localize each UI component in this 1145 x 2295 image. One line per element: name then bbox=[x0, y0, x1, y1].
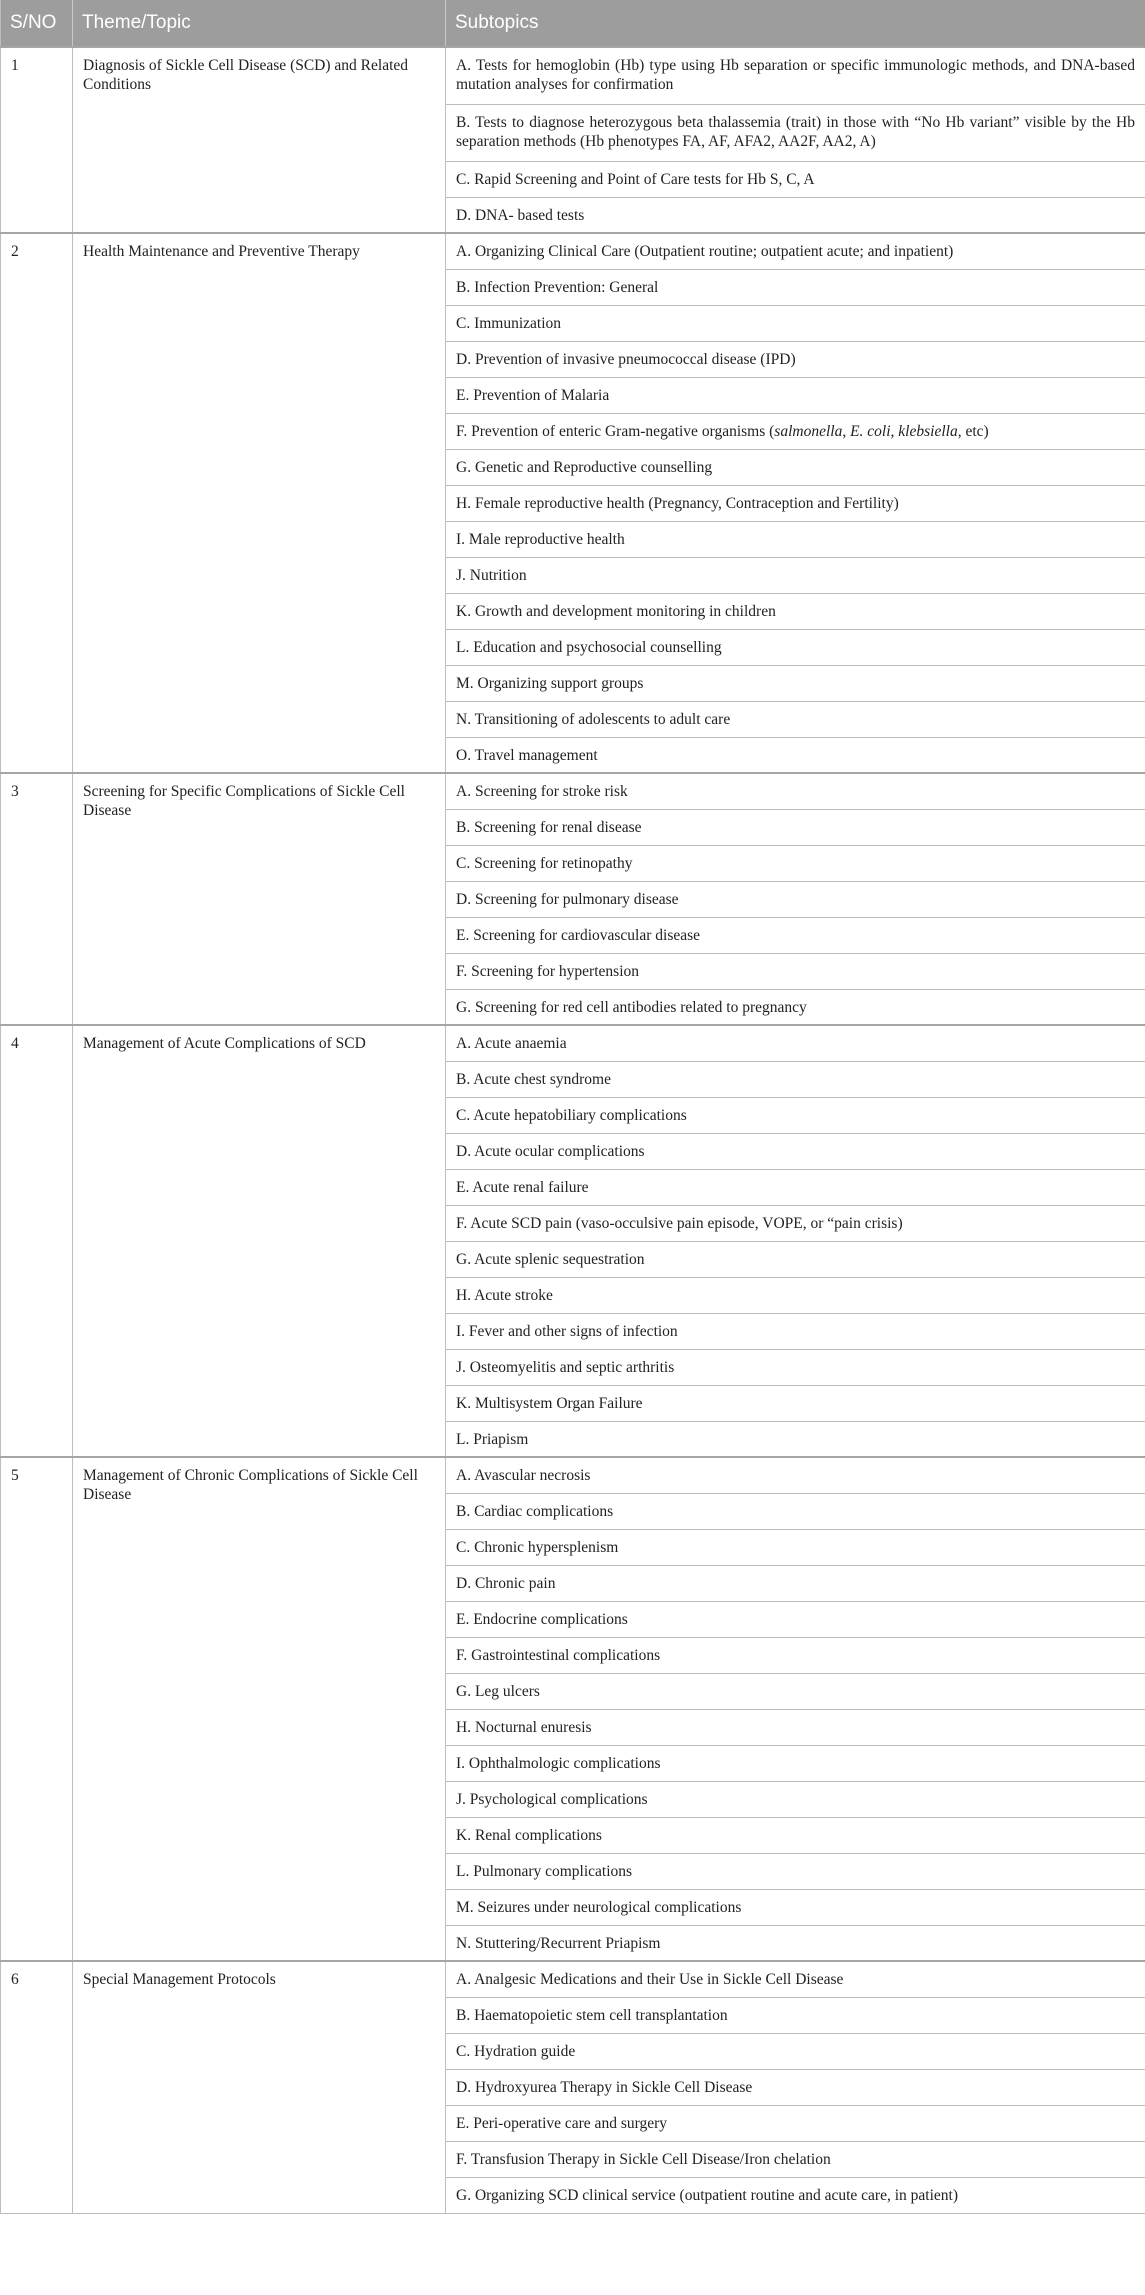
subtopic-cell: I. Ophthalmologic complications bbox=[446, 1745, 1145, 1781]
theme-cell: Screening for Specific Complications of Sickle Cell Disease bbox=[73, 773, 446, 1025]
subtopic-cell: A. Screening for stroke risk bbox=[446, 773, 1145, 809]
subtopic-text: F. Prevention of enteric Gram-negative organisms ( bbox=[456, 422, 775, 440]
subtopic-cell: J. Psychological complications bbox=[446, 1781, 1145, 1817]
subtopic-end: , etc) bbox=[957, 422, 989, 440]
subtopic-cell: E. Endocrine complications bbox=[446, 1601, 1145, 1637]
header-sno: S/NO bbox=[1, 0, 73, 47]
subtopic-cell: B. Screening for renal disease bbox=[446, 809, 1145, 845]
subtopic-cell: F. Acute SCD pain (vaso-occulsive pain episode, VOPE, or “pain crisis) bbox=[446, 1205, 1145, 1241]
subtopic-cell: D. Chronic pain bbox=[446, 1565, 1145, 1601]
subtopic-cell: B. Cardiac complications bbox=[446, 1493, 1145, 1529]
subtopic-cell: L. Pulmonary complications bbox=[446, 1853, 1145, 1889]
subtopic-cell: H. Acute stroke bbox=[446, 1277, 1145, 1313]
organism-salmonella: salmonella bbox=[774, 422, 843, 440]
subtopic-cell: K. Growth and development monitoring in children bbox=[446, 593, 1145, 629]
subtopic-cell: A. Avascular necrosis bbox=[446, 1457, 1145, 1493]
subtopic-cell: A. Acute anaemia bbox=[446, 1025, 1145, 1061]
subtopic-cell: C. Screening for retinopathy bbox=[446, 845, 1145, 881]
subtopic-cell: E. Acute renal failure bbox=[446, 1169, 1145, 1205]
separator: , bbox=[890, 422, 899, 440]
subtopic-cell: F. Gastrointestinal complications bbox=[446, 1637, 1145, 1673]
subtopic-cell: E. Prevention of Malaria bbox=[446, 377, 1145, 413]
subtopic-cell: L. Education and psychosocial counselling bbox=[446, 629, 1145, 665]
subtopic-cell: J. Nutrition bbox=[446, 557, 1145, 593]
subtopic-cell: G. Genetic and Reproductive counselling bbox=[446, 449, 1145, 485]
subtopic-cell: E. Screening for cardiovascular disease bbox=[446, 917, 1145, 953]
subtopic-cell: D. DNA- based tests bbox=[446, 197, 1145, 233]
subtopic-cell: B. Acute chest syndrome bbox=[446, 1061, 1145, 1097]
subtopic-cell: D. Hydroxyurea Therapy in Sickle Cell Disease bbox=[446, 2069, 1145, 2105]
subtopic-cell: A. Analgesic Medications and their Use in Sickle Cell Disease bbox=[446, 1961, 1145, 1997]
subtopic-cell: I. Male reproductive health bbox=[446, 521, 1145, 557]
theme-cell: Management of Chronic Complications of Sickle Cell Disease bbox=[73, 1457, 446, 1961]
sno-cell: 5 bbox=[1, 1457, 73, 1961]
subtopic-cell: C. Immunization bbox=[446, 305, 1145, 341]
subtopic-cell: M. Organizing support groups bbox=[446, 665, 1145, 701]
table-row bbox=[1, 1961, 1145, 1997]
subtopic-cell: H. Nocturnal enuresis bbox=[446, 1709, 1145, 1745]
theme-cell: Management of Acute Complications of SCD bbox=[73, 1025, 446, 1457]
sno-cell: 1 bbox=[1, 47, 73, 233]
subtopic-cell: N. Transitioning of adolescents to adult care bbox=[446, 701, 1145, 737]
table-row bbox=[1, 773, 1145, 809]
subtopic-cell: F. Transfusion Therapy in Sickle Cell Disease/Iron chelation bbox=[446, 2141, 1145, 2177]
table-header bbox=[1, 0, 1145, 47]
header-subtopics: Subtopics bbox=[446, 0, 1145, 47]
subtopic-cell: C. Acute hepatobiliary complications bbox=[446, 1097, 1145, 1133]
table-row bbox=[1, 1457, 1145, 1493]
subtopic-cell: A. Organizing Clinical Care (Outpatient routine; outpatient acute; and inpatient) bbox=[446, 233, 1145, 269]
theme-cell: Health Maintenance and Preventive Therapy bbox=[73, 233, 446, 773]
subtopic-cell: C. Chronic hypersplenism bbox=[446, 1529, 1145, 1565]
table-body bbox=[1, 47, 1145, 2213]
theme-cell: Special Management Protocols bbox=[73, 1961, 446, 2213]
subtopic-cell: N. Stuttering/Recurrent Priapism bbox=[446, 1925, 1145, 1961]
sno-cell: 2 bbox=[1, 233, 73, 773]
subtopic-cell: C. Hydration guide bbox=[446, 2033, 1145, 2069]
subtopic-cell: G. Organizing SCD clinical service (outpatient routine and acute care, in patient) bbox=[446, 2177, 1145, 2213]
subtopic-cell: D. Acute ocular complications bbox=[446, 1133, 1145, 1169]
sno-cell: 6 bbox=[1, 1961, 73, 2213]
subtopic-cell: K. Multisystem Organ Failure bbox=[446, 1385, 1145, 1421]
subtopic-cell bbox=[446, 413, 1145, 449]
sno-cell: 3 bbox=[1, 773, 73, 1025]
separator: , bbox=[842, 422, 851, 440]
subtopic-cell: L. Priapism bbox=[446, 1421, 1145, 1457]
subtopic-cell: J. Osteomyelitis and septic arthritis bbox=[446, 1349, 1145, 1385]
subtopic-cell: D. Prevention of invasive pneumococcal disease (IPD) bbox=[446, 341, 1145, 377]
header-row bbox=[1, 0, 1145, 47]
subtopic-cell: K. Renal complications bbox=[446, 1817, 1145, 1853]
subtopic-cell: B. Infection Prevention: General bbox=[446, 269, 1145, 305]
header-theme: Theme/Topic bbox=[73, 0, 446, 47]
subtopic-cell: B. Tests to diagnose heterozygous beta thalassemia (trait) in those with “No Hb variant” visible by the Hb separation methods (Hb phenotypes FA, AF, AFA2, AA2F, AA2, A) bbox=[446, 104, 1145, 161]
subtopic-cell: O. Travel management bbox=[446, 737, 1145, 773]
subtopic-cell: G. Screening for red cell antibodies related to pregnancy bbox=[446, 989, 1145, 1025]
table-row bbox=[1, 233, 1145, 269]
sno-cell: 4 bbox=[1, 1025, 73, 1457]
subtopic-cell: E. Peri-operative care and surgery bbox=[446, 2105, 1145, 2141]
table-row bbox=[1, 1025, 1145, 1061]
organism-ecoli: E. coli bbox=[850, 422, 891, 440]
subtopic-cell: G. Acute splenic sequestration bbox=[446, 1241, 1145, 1277]
subtopic-cell: D. Screening for pulmonary disease bbox=[446, 881, 1145, 917]
subtopic-cell: I. Fever and other signs of infection bbox=[446, 1313, 1145, 1349]
table-row bbox=[1, 47, 1145, 104]
subtopic-cell: F. Screening for hypertension bbox=[446, 953, 1145, 989]
subtopic-cell: B. Haematopoietic stem cell transplantation bbox=[446, 1997, 1145, 2033]
subtopic-cell: M. Seizures under neurological complications bbox=[446, 1889, 1145, 1925]
subtopic-cell: H. Female reproductive health (Pregnancy, Contraception and Fertility) bbox=[446, 485, 1145, 521]
subtopic-cell: C. Rapid Screening and Point of Care tests for Hb S, C, A bbox=[446, 161, 1145, 197]
organism-klebsiella: klebsiella bbox=[898, 422, 958, 440]
theme-cell: Diagnosis of Sickle Cell Disease (SCD) and Related Conditions bbox=[73, 47, 446, 233]
subtopic-cell: G. Leg ulcers bbox=[446, 1673, 1145, 1709]
subtopic-cell: A. Tests for hemoglobin (Hb) type using Hb separation or specific immunologic methods, and DNA-based mutation analyses for confirmation bbox=[446, 47, 1145, 104]
